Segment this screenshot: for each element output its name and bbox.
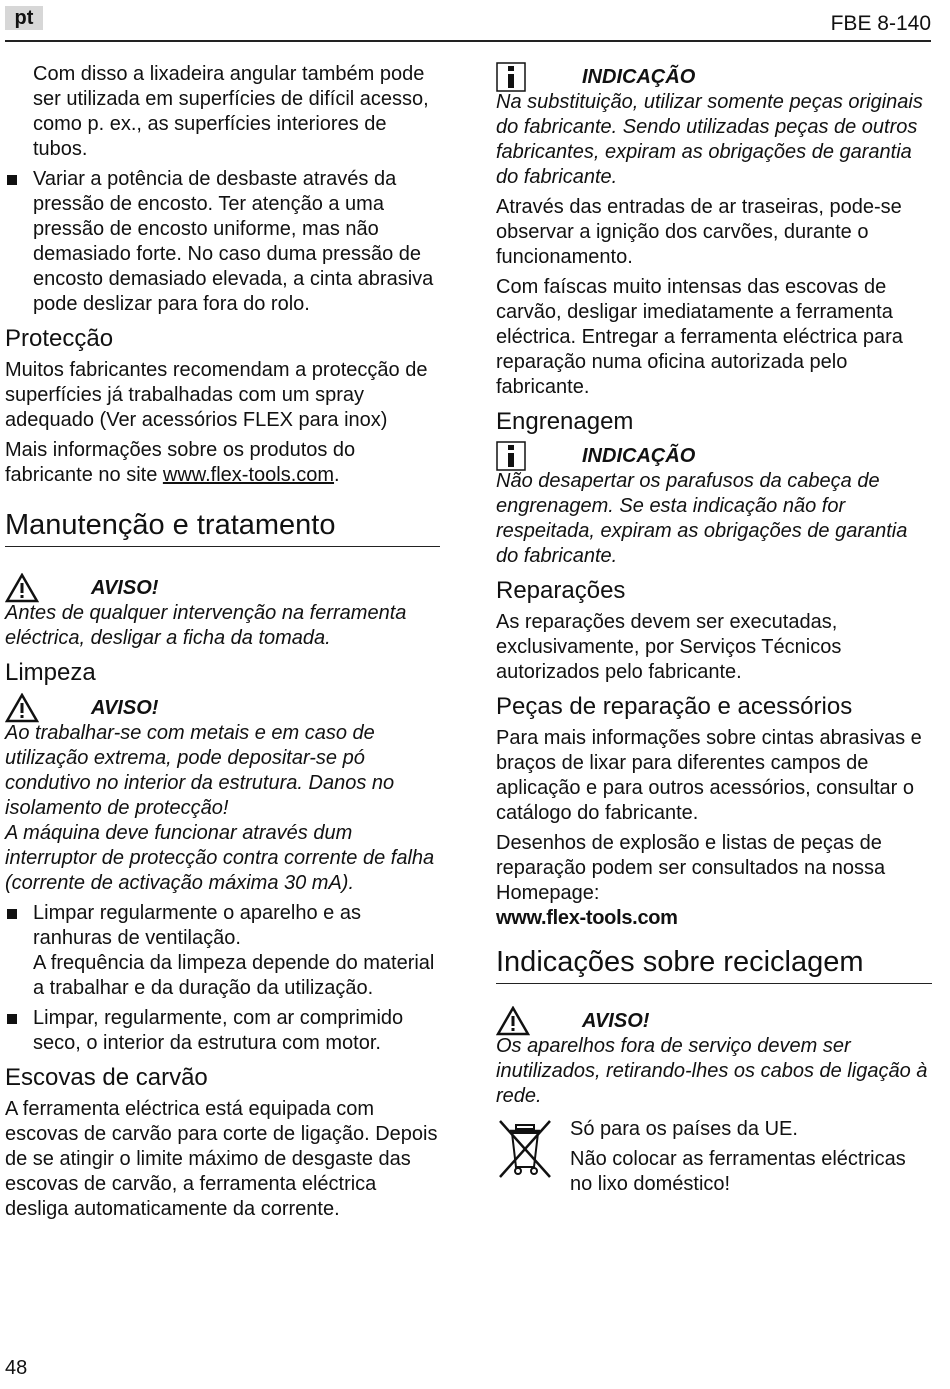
info-icon [496,62,526,92]
sparks-paragraph: Com faíscas muito intensas das escovas de carvão, desligar imediatamente a ferramenta eléctrica. Entregar a ferramenta eléctrica para reparação numa oficina autorizada pelo fabricante. [496,276,903,398]
homepage-link[interactable]: www.flex-tools.com [496,907,678,929]
left-column [5,62,440,1227]
brushes-paragraph: A ferramenta eléctrica está equipada com escovas de carvão para corte de ligação. Depois de se atingir o limite máximo de desgaste das escovas de carvão, a ferramenta eléctrica desliga automaticamente da corrente. [5,1098,438,1220]
website-link[interactable]: www.flex-tools.com [162,464,335,486]
info-suffix: . [334,464,340,486]
warning-triangle-icon [496,1006,530,1036]
parts-paragraph: Para mais informações sobre cintas abrasivas e braços de lixar para diferentes campos de aplicação e para outros acessórios, consultar o catálogo do fabricante. [496,727,922,824]
weee-notice [496,1117,932,1197]
warning-label: AVISO! [91,577,159,599]
recycling-warning-text: Os aparelhos fora de serviço devem ser inutilizados, retirando-lhes os cabos de ligação à rede. [496,1035,928,1107]
bullet-text: Limpar, regularmente, com ar comprimido seco, o interior da estrutura com motor. [33,1007,404,1054]
indication-label: INDICAÇÃO [582,445,696,467]
exploded-paragraph: Desenhos de explosão e listas de peças de reparação podem ser consultados na nossa Homepage: [496,832,886,904]
bullet-text: Limpar regularmente o aparelho e as ranhuras de ventilação. [33,902,361,949]
warning-triangle-icon [5,573,39,603]
info-icon [496,441,526,471]
bullet-item [5,167,440,317]
section-heading-parts: Peças de reparação e acessórios [496,693,853,720]
protection-paragraph: Muitos fabricantes recomendam a protecção de superfícies já trabalhadas com um spray adequado (Ver acessórios FLEX para inox) [5,359,428,431]
bullet-square-icon [7,909,17,919]
indication-notice [496,62,932,90]
cleaning-warning-text: Ao trabalhar-se com metais e em caso de utilização extrema, pode depositar-se pó condutivo no interior da estrutura. Danos no isolamento de protecção! [5,722,395,819]
warning-label: AVISO! [582,1010,650,1032]
section-heading-brushes: Escovas de carvão [5,1064,208,1091]
intro-paragraph: Com disso a lixadeira angular também pode ser utilizada em superfícies de difícil acesso, como p. ex., as superfícies interiores de tubos. [33,63,429,160]
section-heading-maintenance: Manutenção e tratamento [5,508,440,547]
section-heading-gear: Engrenagem [496,408,634,435]
language-badge: pt [5,6,43,30]
indication-label: INDICAÇÃO [582,66,696,88]
warning-notice [5,573,440,601]
bullet-square-icon [7,1014,17,1024]
right-column [496,62,932,1202]
warning-label: AVISO! [91,697,159,719]
air-paragraph: Através das entradas de ar traseiras, pode-se observar a ignição dos carvões, durante o funcionamento. [496,196,902,268]
bullet-item [5,901,440,951]
repairs-paragraph: As reparações devem ser executadas, exclusivamente, por Serviços Técnicos autorizados pelo fabricante. [496,611,842,683]
indication-text: Na substituição, utilizar somente peças originais do fabricante. Sendo utilizadas peças de outros fabricantes, expiram as obrigações de garantia do fabricante. [496,91,923,188]
model-name: FBE 8-140 [830,12,931,35]
info-paragraph [5,438,440,488]
eu-no-trash-text: Não colocar as ferramentas eléctricas no lixo doméstico! [570,1148,906,1195]
bullet-continuation: A frequência da limpeza depende do material a trabalhar e da duração da utilização. [33,952,435,999]
page-number: 48 [5,1357,28,1379]
eu-only-text: Só para os países da UE. [570,1118,798,1140]
crossed-bin-icon [496,1117,554,1181]
bullet-square-icon [7,175,17,185]
page-header [0,0,950,42]
section-heading-cleaning: Limpeza [5,659,96,686]
warning-notice [496,1006,932,1034]
maintenance-warning-text: Antes de qualquer intervenção na ferramenta eléctrica, desligar a ficha da tomada. [5,602,407,649]
section-heading-recycling: Indicações sobre reciclagem [496,945,932,984]
indication-text: Não desapertar os parafusos da cabeça de engrenagem. Se esta indicação não for respeitada, expiram as obrigações de garantia do fabricante. [496,470,908,567]
cleaning-warning-text-2: A máquina deve funcionar através dum interruptor de protecção contra corrente de falha (corrente de activação máxima 30 mA). [5,822,435,894]
bullet-item [5,1006,440,1056]
section-heading-repairs: Reparações [496,577,626,604]
header-divider [5,40,931,42]
indication-notice [496,441,932,469]
warning-triangle-icon [5,693,39,723]
bullet-text: Variar a potência de desbaste através da pressão de encosto. Ter atenção a uma pressão de encosto uniforme, mas não demasiado forte. No caso duma pressão de encosto demasiado elevada, a cinta abrasiva pode deslizar para fora do rolo. [33,168,434,315]
info-text: Mais informações sobre os produtos do fabricante no site [5,439,356,486]
warning-notice [5,693,440,721]
section-heading-protection: Protecção [5,325,114,352]
